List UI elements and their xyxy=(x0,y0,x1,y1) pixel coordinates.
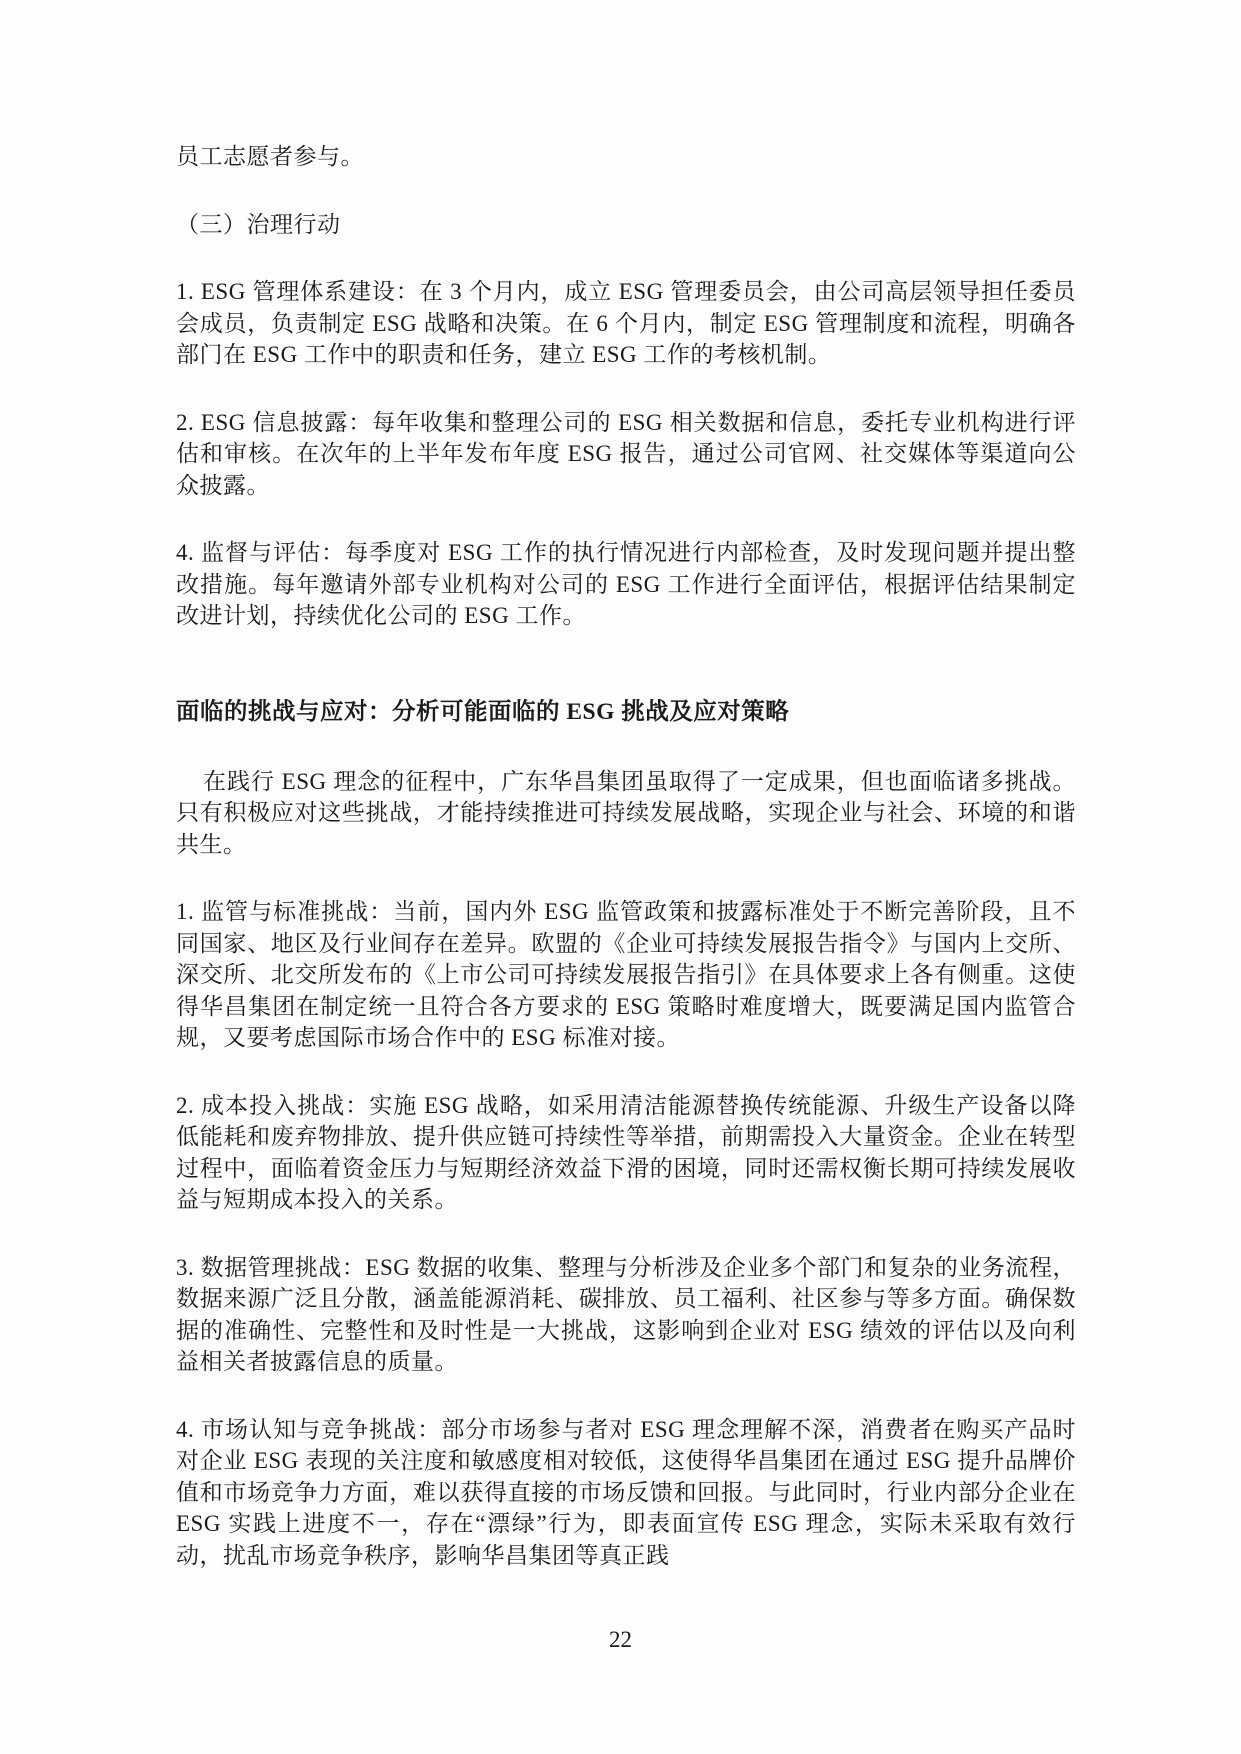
paragraph-lead-fragment: 员工志愿者参与。 xyxy=(176,144,364,169)
paragraph-challenge-3-data: 3. 数据管理挑战：ESG 数据的收集、整理与分析涉及企业多个部门和复杂的业务流程，数据来源广泛且分散，涵盖能源消耗、碳排放、员工福利、社区参与等多方面。确保数据的准确性、完整性和及时性是一大挑战，这影响到企业对 ESG 绩效的评估以及向利益相关者披露信息的质量。 xyxy=(176,1254,1076,1374)
paragraph-challenge-4-market: 4. 市场认知与竞争挑战：部分市场参与者对 ESG 理念理解不深，消费者在购买产品时对企业 ESG 表现的关注度和敏感度相对较低，这使得华昌集团在通过 ESG 提升品牌价值和市场竞争力方面，难以获得直接的市场反馈和回报。与此同时，行业内部分企业在 ESG 实践上进度不一，存在“漂绿”行为，即表面宣传 ESG 理念，实际未采取有效行动，扰乱市场竞争秩序，影响华昌集团等真正践 xyxy=(176,1416,1076,1568)
page-number: 22 xyxy=(609,1627,632,1652)
subsection-heading-governance-actions: （三）治理行动 xyxy=(176,211,341,237)
paragraph-governance-action-1: 1. ESG 管理体系建设：在 3 个月内，成立 ESG 管理委员会，由公司高层领导担任委员会成员，负责制定 ESG 战略和决策。在 6 个月内，制定 ESG 管理制度和流程，明确各部门在 ESG 工作中的职责和任务，建立 ESG 工作的考核机制。 xyxy=(176,279,1076,367)
paragraph-governance-action-2: 2. ESG 信息披露：每年收集和整理公司的 ESG 相关数据和信息，委托专业机构进行评估和审核。在次年的上半年发布年度 ESG 报告，通过公司官网、社交媒体等渠道向公众披露。 xyxy=(176,409,1076,498)
paragraph-governance-action-4: 4. 监督与评估：每季度对 ESG 工作的执行情况进行内部检查，及时发现问题并提出整改措施。每年邀请外部专业机构对公司的 ESG 工作进行全面评估，根据评估结果制定改进计划，持续优化公司的 ESG 工作。 xyxy=(176,540,1076,628)
section-heading-challenges: 面临的挑战与应对：分析可能面临的 ESG 挑战及应对策略 xyxy=(176,698,790,725)
paragraph-challenge-1-regulation: 1. 监管与标准挑战：当前，国内外 ESG 监管政策和披露标准处于不断完善阶段，且不同国家、地区及行业间存在差异。欧盟的《企业可持续发展报告指令》与国内上交所、深交所、北交所发布的《上市公司可持续发展报告指引》在具体要求上各有侧重。这使得华昌集团在制定统一且符合各方要求的 ESG 策略时难度增大，既要满足国内监管合规，又要考虑国际市场合作中的 ESG 标准对接。 xyxy=(176,899,1076,1050)
content-column xyxy=(176,141,1076,1607)
paragraph-challenges-intro: 在践行 ESG 理念的征程中，广东华昌集团虽取得了一定成果，但也面临诸多挑战。只有积极应对这些挑战，才能持续推进可持续发展战略，实现企业与社会、环境的和谐共生。 xyxy=(176,768,1076,857)
paragraph-challenge-2-cost: 2. 成本投入挑战：实施 ESG 战略，如采用清洁能源替换传统能源、升级生产设备以降低能耗和废弃物排放、提升供应链可持续性等举措，前期需投入大量资金。企业在转型过程中，面临着资金压力与短期经济效益下滑的困境，同时还需权衡长期可持续发展收益与短期成本投入的关系。 xyxy=(176,1092,1076,1212)
